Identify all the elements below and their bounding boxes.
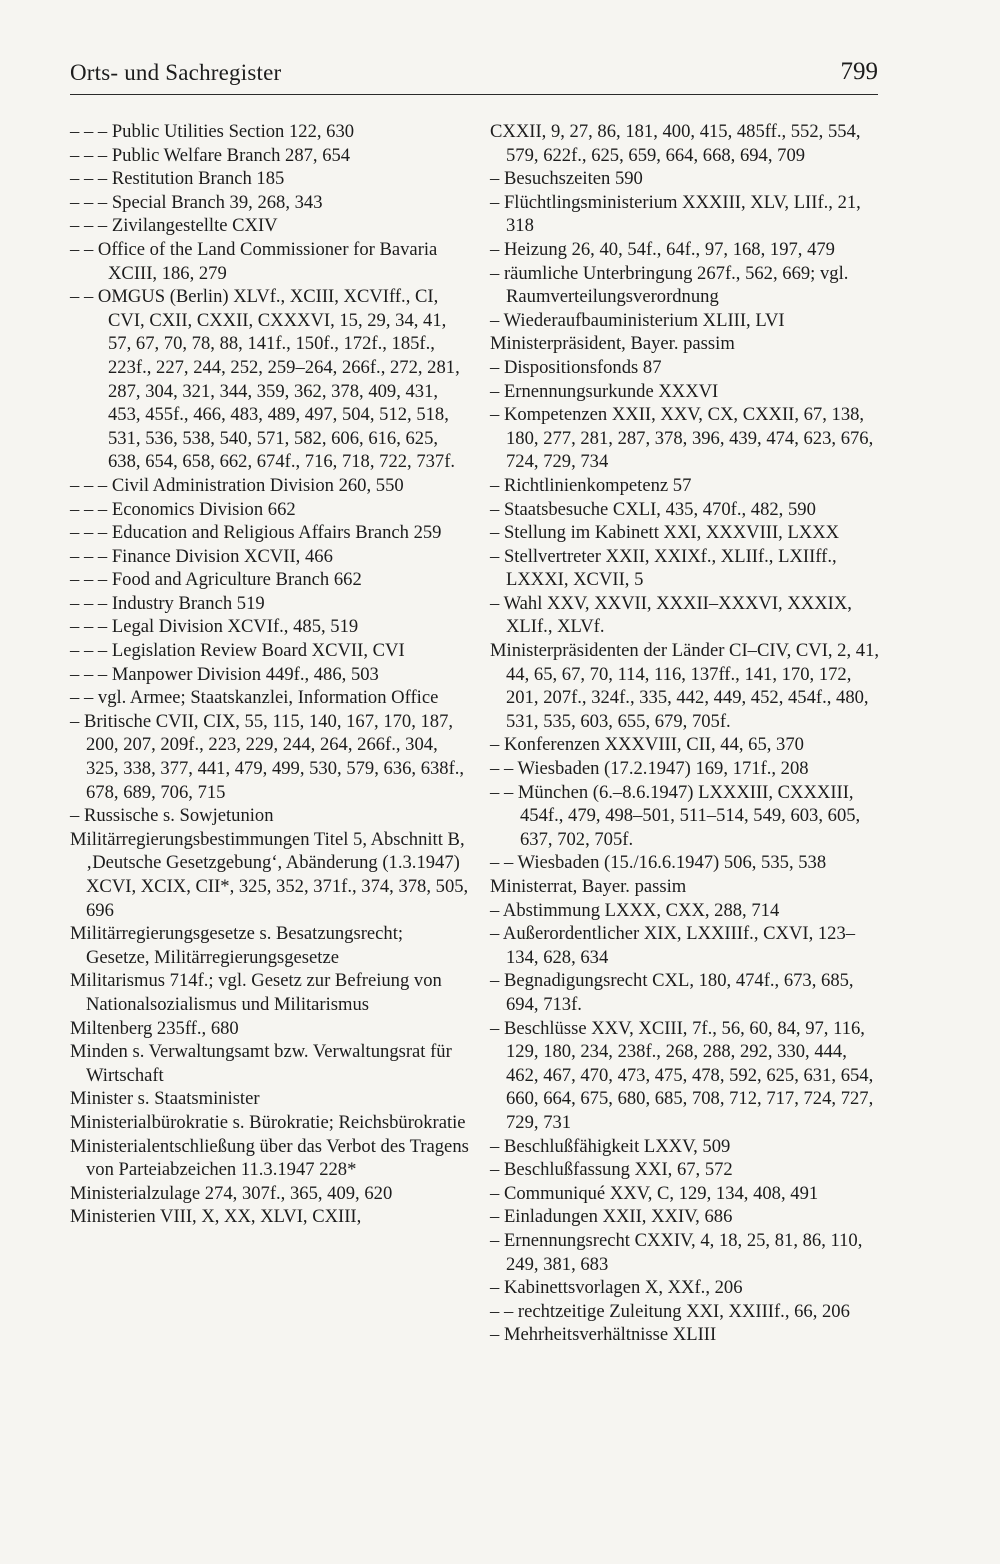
index-entry: – – vgl. Armee; Staatskanzlei, Information Office bbox=[70, 687, 439, 709]
index-entry: – – – Industry Branch 519 bbox=[70, 592, 265, 614]
index-entry: – Wahl XXV, XXVII, XXXII–XXXVI, XXXIX, XLIf., XLVf. bbox=[490, 592, 852, 638]
index-entry: – – Office of the Land Commissioner for Bavaria XCIII, 186, 279 bbox=[70, 238, 438, 284]
index-entry: – Mehrheitsverhältnisse XLIII bbox=[490, 1324, 717, 1346]
index-entry: Ministerpräsidenten der Länder CI–CIV, CVI, 2, 41, 44, 65, 67, 70, 114, 116, 137ff., 141, 170, 172, 201, 207f., 324f., 335, 442, 449, 452, 454f., 480, 531, 535, 603, 655, 679, 705f. bbox=[490, 640, 880, 732]
index-entry: – Besuchszeiten 590 bbox=[490, 168, 643, 190]
index-entry: – Heizung 26, 40, 54f., 64f., 97, 168, 197, 479 bbox=[490, 238, 835, 260]
index-entry: – – München (6.–8.6.1947) LXXXIII, CXXXIII, 454f., 479, 498–501, 511–514, 549, 603, 605, 637, 702, 705f. bbox=[490, 781, 861, 850]
index-entry: – – – Public Utilities Section 122, 630 bbox=[70, 121, 355, 142]
index-entry: – – Wiesbaden (17.2.1947) 169, 171f., 208 bbox=[490, 758, 809, 780]
index-entry: – Ernennungsurkunde XXXVI bbox=[490, 380, 719, 402]
index-entry: – räumliche Unterbringung 267f., 562, 669; vgl. Raumverteilungsverordnung bbox=[490, 262, 849, 308]
index-entry: Minister s. Staatsminister bbox=[70, 1088, 260, 1110]
index-entry: – Staatsbesuche CXLI, 435, 470f., 482, 590 bbox=[490, 498, 816, 520]
index-entry: – Einladungen XXII, XXIV, 686 bbox=[490, 1206, 733, 1228]
index-entry: – – – Restitution Branch 185 bbox=[70, 168, 285, 190]
index-entry: – – rechtzeitige Zuleitung XXI, XXIIIf., 66, 206 bbox=[490, 1300, 850, 1322]
index-entry: – – – Public Welfare Branch 287, 654 bbox=[70, 144, 351, 166]
index-entry: – Beschlußfassung XXI, 67, 572 bbox=[490, 1159, 733, 1181]
running-head-title: Orts- und Sachregister bbox=[70, 60, 282, 85]
index-entry: – Wiederaufbauministerium XLIII, LVI bbox=[490, 309, 785, 331]
index-entry: Militärregierungsgesetze s. Besatzungsrecht; Gesetze, Militärregierungsgesetze bbox=[70, 923, 404, 968]
index-entry: – Richtlinienkompetenz 57 bbox=[490, 474, 692, 496]
index-entry: – Beschlußfähigkeit LXXV, 509 bbox=[490, 1135, 731, 1157]
index-entry: – Kabinettsvorlagen X, XXf., 206 bbox=[490, 1277, 743, 1299]
index-entry: – Abstimmung LXXX, CXX, 288, 714 bbox=[490, 899, 780, 921]
index-entry: – – – Food and Agriculture Branch 662 bbox=[70, 569, 362, 591]
index-entry: CXXII, 9, 27, 86, 181, 400, 415, 485ff., 552, 554, 579, 622f., 625, 659, 664, 668, 694, 709 bbox=[490, 121, 861, 166]
index-column-left bbox=[70, 120, 470, 1229]
index-entry: Ministerialentschließung über das Verbot des Tragens von Parteiabzeichen 11.3.1947 228* bbox=[70, 1135, 469, 1181]
index-entry: – Ernennungsrecht CXXIV, 4, 18, 25, 81, 86, 110, 249, 381, 683 bbox=[490, 1229, 863, 1275]
index-entry: Ministerrat, Bayer. passim bbox=[490, 876, 687, 897]
index-entry: Militarismus 714f.; vgl. Gesetz zur Befreiung von Nationalsozialismus und Militarismus bbox=[70, 970, 442, 1015]
index-entry: – Außerordentlicher XIX, LXXIIIf., CXVI, 123–134, 628, 634 bbox=[490, 923, 856, 968]
index-entry: Ministerien VIII, X, XX, XLVI, CXIII, bbox=[70, 1206, 362, 1228]
index-entry: – Communiqué XXV, C, 129, 134, 408, 491 bbox=[490, 1182, 819, 1204]
index-entry: – – – Legislation Review Board XCVII, CVI bbox=[70, 640, 405, 662]
index-entry: – – Wiesbaden (15./16.6.1947) 506, 535, 538 bbox=[490, 852, 827, 874]
index-entry: – Stellung im Kabinett XXI, XXXVIII, LXXX bbox=[490, 522, 840, 544]
index-entry: – – – Finance Division XCVII, 466 bbox=[70, 545, 333, 567]
index-entry: Ministerialzulage 274, 307f., 365, 409, 620 bbox=[70, 1182, 393, 1204]
index-entry: Ministerialbürokratie s. Bürokratie; Reichsbürokratie bbox=[70, 1111, 466, 1133]
index-entry: – Russische s. Sowjetunion bbox=[70, 805, 274, 827]
index-entry: – – – Economics Division 662 bbox=[70, 498, 296, 520]
index-entry: – – – Manpower Division 449f., 486, 503 bbox=[70, 663, 379, 685]
index-entry: – – – Zivilangestellte CXIV bbox=[70, 215, 278, 237]
index-entry: Miltenberg 235ff., 680 bbox=[70, 1017, 239, 1039]
index-entry: – – – Legal Division XCVIf., 485, 519 bbox=[70, 616, 359, 638]
index-entry: Minden s. Verwaltungsamt bzw. Verwaltungsrat für Wirtschaft bbox=[70, 1041, 452, 1086]
index-entry: – – – Education and Religious Affairs Branch 259 bbox=[70, 522, 442, 544]
index-entry: – Flüchtlingsministerium XXXIII, XLV, LIIf., 21, 318 bbox=[490, 191, 861, 237]
index-entry: – Konferenzen XXXVIII, CII, 44, 65, 370 bbox=[490, 734, 804, 756]
index-entry: – – – Civil Administration Division 260, 550 bbox=[70, 474, 404, 496]
index-entry: – Kompetenzen XXII, XXV, CX, CXXII, 67, 138, 180, 277, 281, 287, 378, 396, 439, 474, 623, 676, 724, 729, 734 bbox=[490, 404, 874, 473]
index-entry: – Stellvertreter XXII, XXIXf., XLIIf., LXIIff., LXXXI, XCVII, 5 bbox=[490, 545, 837, 591]
index-entry: – – OMGUS (Berlin) XLVf., XCIII, XCVIff., CI, CVI, CXII, CXXII, CXXXVI, 15, 29, 34, 41, 57, 67, 70, 78, 88, 141f., 150f., 172f., 185f., 223f., 227, 244, 252, 259–264, 266f., 272, 281, 287, 304, 321, 344, 359, 362, 378, 409, 431, 453, 455f., 466, 483, 489, 497, 504, 512, 518, 531, 536, 538, 540, 571, 582, 606, 616, 625, 638, 654, 658, 662, 674f., 716, 718, 722, 737f. bbox=[70, 286, 460, 473]
index-entry: – Begnadigungsrecht CXL, 180, 474f., 673, 685, 694, 713f. bbox=[490, 970, 854, 1015]
page-number: 799 bbox=[840, 58, 878, 85]
index-entry: – Britische CVII, CIX, 55, 115, 140, 167, 170, 187, 200, 207, 209f., 223, 229, 244, 264, 266f., 304, 325, 338, 377, 441, 479, 499, 530, 579, 636, 638f., 678, 689, 706, 715 bbox=[70, 710, 465, 803]
index-column-right bbox=[490, 120, 880, 1347]
index-entry: Ministerpräsident, Bayer. passim bbox=[490, 333, 735, 355]
index-entry: – – – Special Branch 39, 268, 343 bbox=[70, 191, 323, 213]
index-entry: – Dispositionsfonds 87 bbox=[490, 356, 662, 378]
index-entry: – Beschlüsse XXV, XCIII, 7f., 56, 60, 84, 97, 116, 129, 180, 234, 238f., 268, 288, 292, 330, 444, 462, 467, 470, 473, 475, 478, 592, 625, 631, 654, 660, 664, 675, 680, 685, 708, 712, 717, 724, 727, 729, 731 bbox=[490, 1017, 874, 1133]
index-entry: Militärregierungsbestimmungen Titel 5, Abschnitt B, ‚Deutsche Gesetzgebung‘, Abänderung (1.3.1947) XCVI, XCIX, CII*, 325, 352, 371f., 374, 378, 505, 696 bbox=[70, 828, 469, 921]
running-head bbox=[70, 58, 878, 95]
